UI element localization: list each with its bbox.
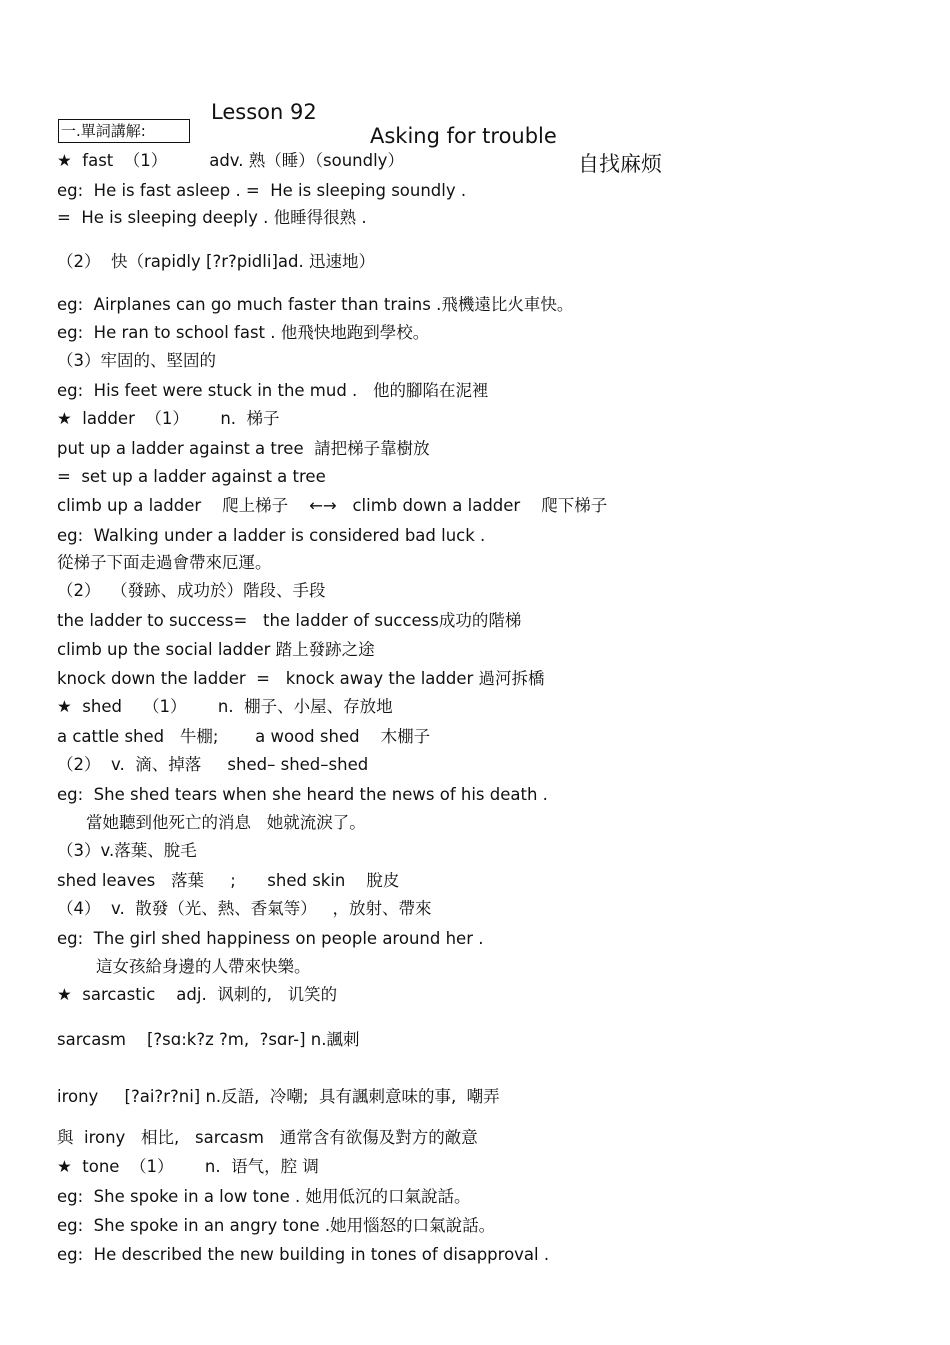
example-line: eg: Airplanes can go much faster than trains .飛機遠比火車快。 bbox=[57, 295, 574, 314]
translation-line: 這女孩給身邊的人帶來快樂。 bbox=[96, 957, 311, 976]
sense-line: （2） （發跡、成功於）階段、手段 bbox=[57, 581, 326, 600]
phrase-line: climb up a ladder 爬上梯子 ←→ climb down a ladder 爬下梯子 bbox=[57, 496, 608, 515]
lesson-name: Asking for trouble bbox=[370, 124, 557, 148]
example-line: eg: His feet were stuck in the mud . 他的腳陷在泥裡 bbox=[57, 381, 489, 400]
note-line: 與 irony 相比, sarcasm 通常含有欲傷及對方的敵意 bbox=[57, 1128, 478, 1147]
example-line: = He is sleeping deeply . 他睡得很熟 . bbox=[57, 208, 367, 227]
lesson-number: Lesson 92 bbox=[211, 100, 317, 124]
entry-line: ★ sarcastic adj. 讽刺的, 讥笑的 bbox=[57, 985, 338, 1004]
example-line: eg: She spoke in an angry tone .她用惱怒的口氣說話。 bbox=[57, 1216, 496, 1235]
example-line: eg: She shed tears when she heard the news of his death . bbox=[57, 785, 548, 804]
phrase-line: shed leaves 落葉 ; shed skin 脫皮 bbox=[57, 871, 400, 890]
entry-line: ★ shed （1） n. 棚子、小屋、存放地 bbox=[57, 697, 393, 716]
example-line: eg: He described the new building in tones of disapproval . bbox=[57, 1245, 550, 1264]
phrase-line: knock down the ladder = knock away the ladder 過河拆橋 bbox=[57, 669, 545, 688]
entry-line: ★ fast （1） adv. 熟（睡）（soundly） bbox=[57, 151, 404, 170]
sense-line: （3）v.落葉、脫毛 bbox=[57, 841, 197, 860]
sense-line: （2） 快（rapidly [?r?pidli]ad. 迅速地） bbox=[57, 252, 375, 271]
phrase-line: put up a ladder against a tree 請把梯子靠樹放 bbox=[57, 439, 430, 458]
example-line: eg: He ran to school fast . 他飛快地跑到學校。 bbox=[57, 323, 430, 342]
entry-line: ★ ladder （1） n. 梯子 bbox=[57, 409, 280, 428]
phrase-line: climb up the social ladder 踏上發跡之途 bbox=[57, 640, 375, 659]
translation-line: 從梯子下面走過會帶來厄運。 bbox=[57, 553, 272, 572]
phrase-line: the ladder to success= the ladder of success成功的階梯 bbox=[57, 611, 522, 630]
phrase-line: a cattle shed 牛棚; a wood shed 木棚子 bbox=[57, 727, 431, 746]
sense-line: （3）牢固的、堅固的 bbox=[57, 351, 216, 370]
translation-line: 當她聽到他死亡的消息 她就流淚了。 bbox=[86, 813, 366, 832]
sense-line: （2） v. 滴、掉落 shed– shed–shed bbox=[57, 755, 369, 774]
definition-line: sarcasm [?sɑ:k?z ?m, ?sɑr-] n.諷刺 bbox=[57, 1030, 360, 1049]
example-line: eg: Walking under a ladder is considered bad luck . bbox=[57, 526, 486, 545]
lesson-name-chinese: 自找麻烦 bbox=[578, 152, 662, 176]
definition-line: irony [?ai?r?ni] n.反語, 冷嘲; 具有諷刺意味的事, 嘲弄 bbox=[57, 1087, 500, 1106]
example-line: eg: She spoke in a low tone . 她用低沉的口氣說話。 bbox=[57, 1187, 471, 1206]
section-heading: 一.單詞講解: bbox=[58, 119, 190, 143]
phrase-line: = set up a ladder against a tree bbox=[57, 467, 326, 486]
example-line: eg: He is fast asleep . = He is sleeping soundly . bbox=[57, 181, 467, 200]
entry-line: ★ tone （1） n. 语气，腔 调 bbox=[57, 1157, 319, 1176]
sense-line: （4） v. 散發（光、熱、香氣等） ，放射、帶來 bbox=[57, 899, 432, 918]
example-line: eg: The girl shed happiness on people around her . bbox=[57, 929, 484, 948]
